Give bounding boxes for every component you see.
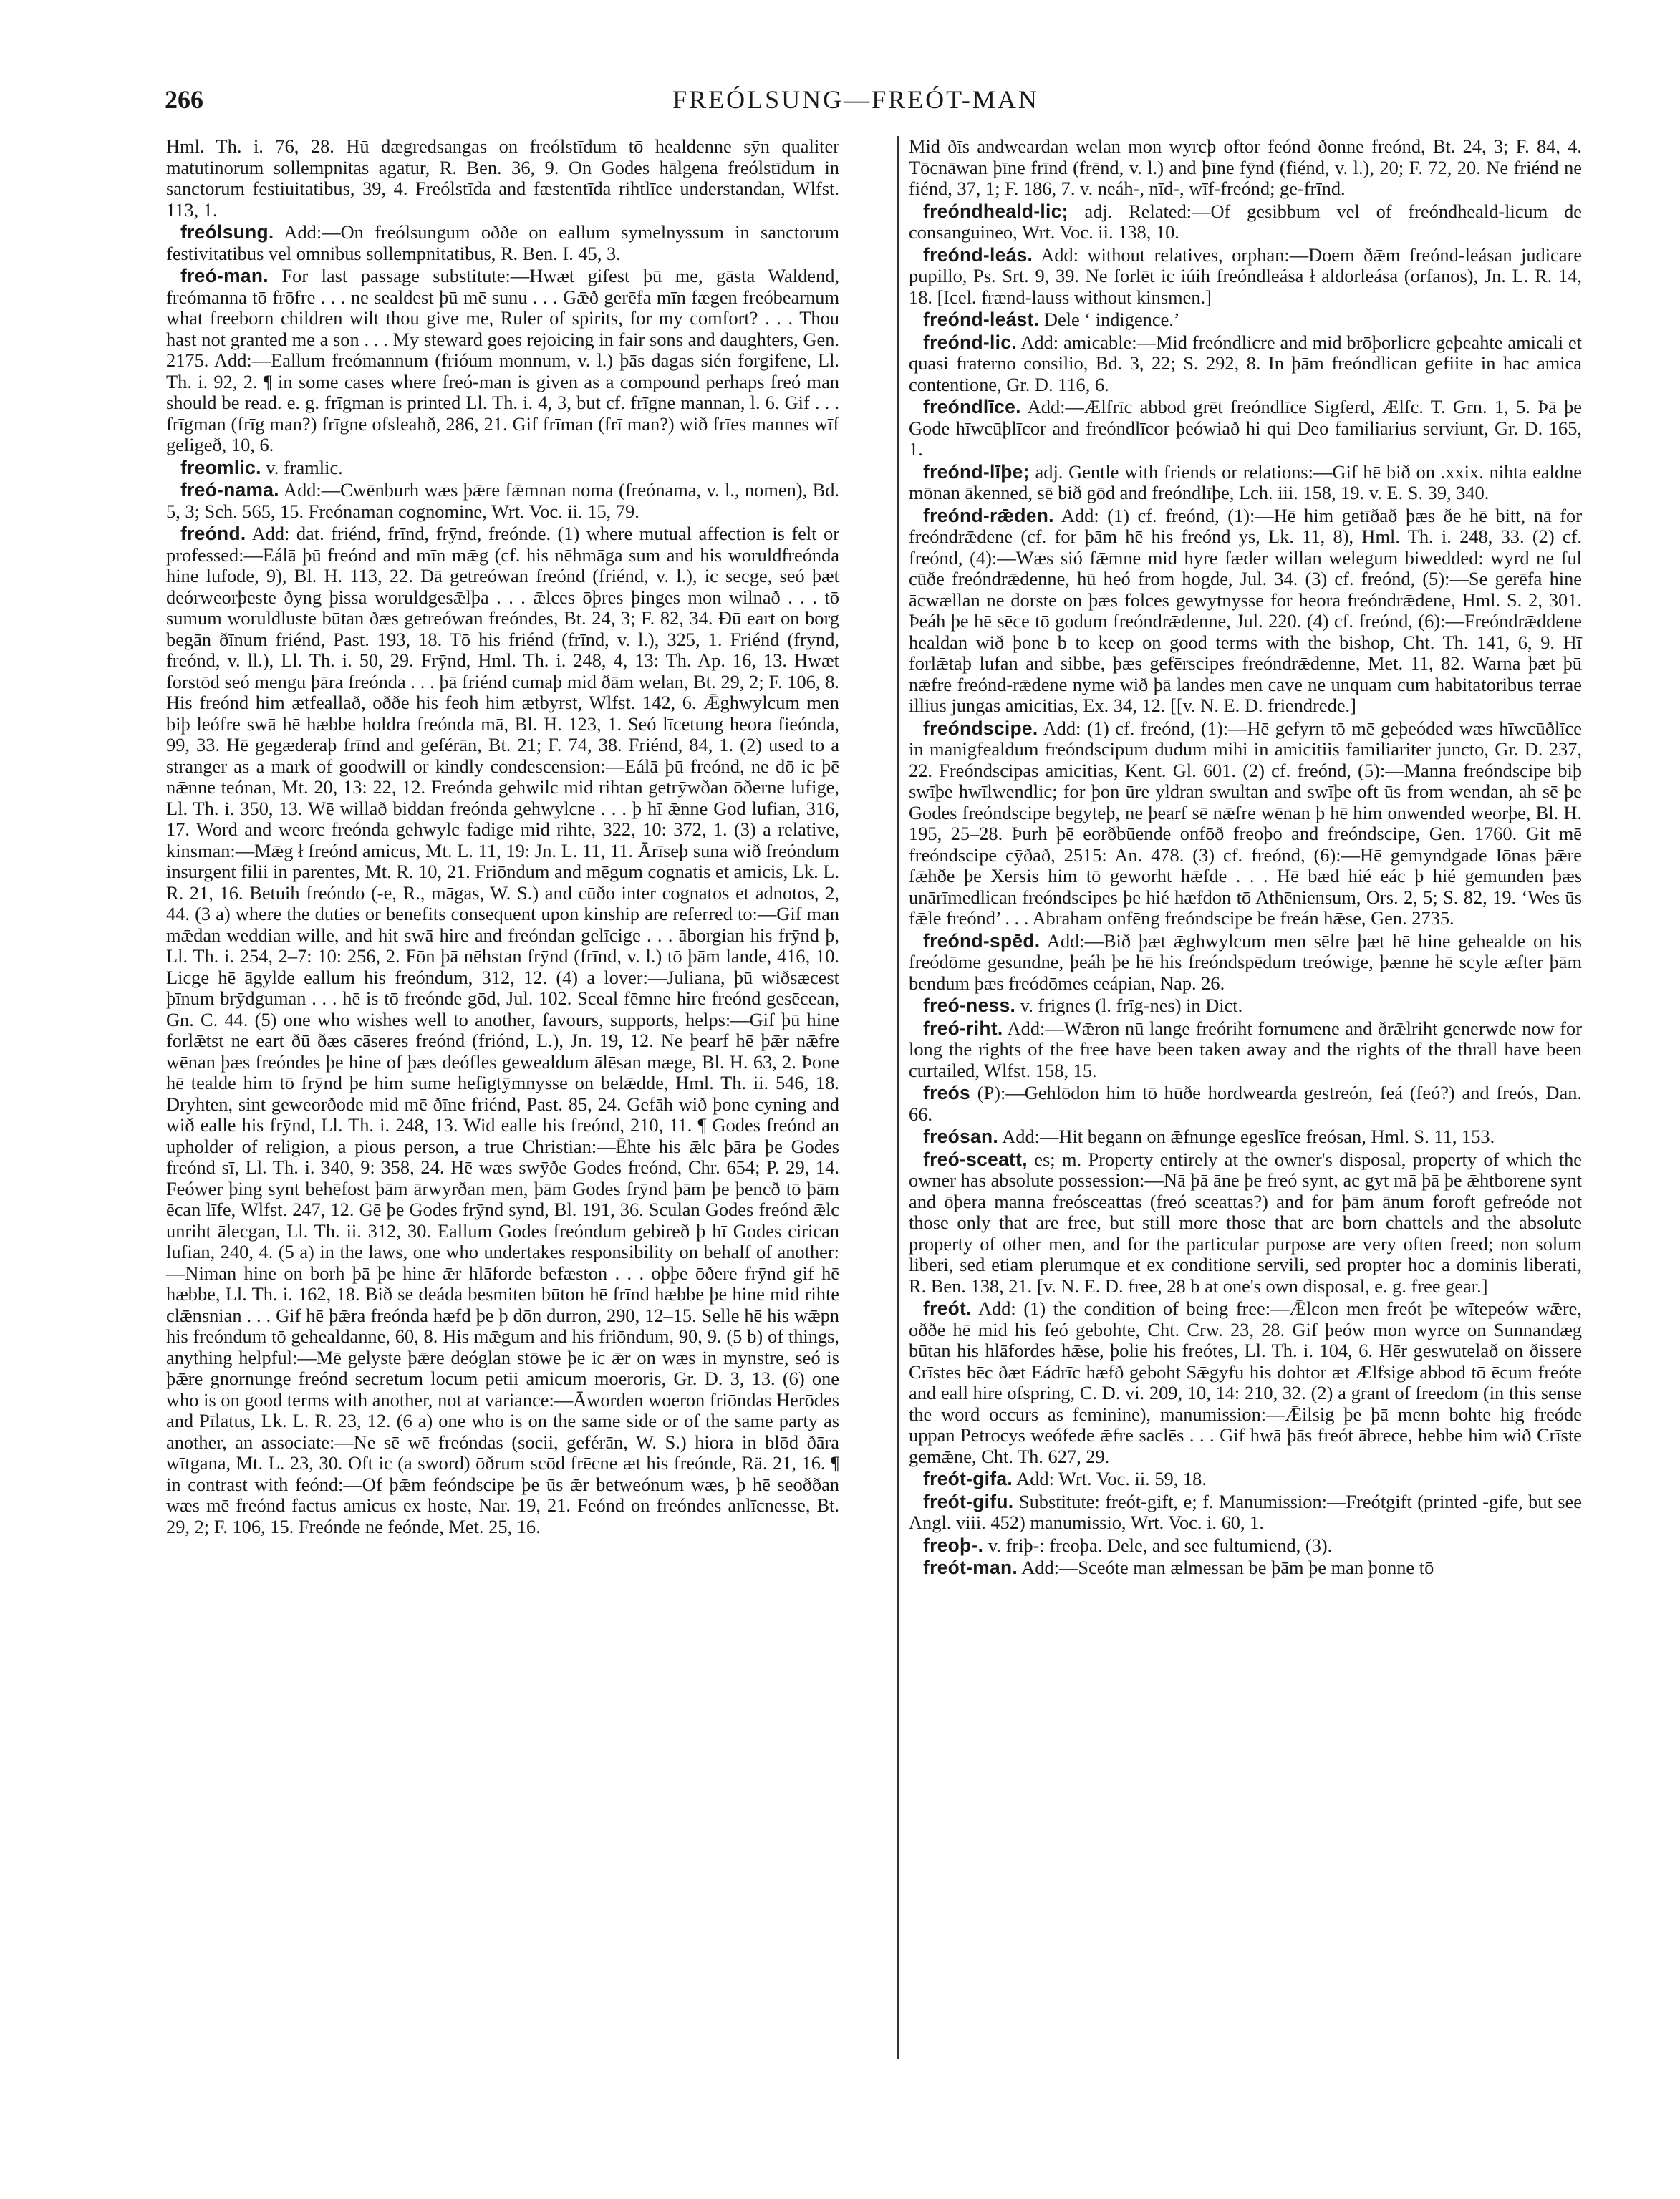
entry-headword: freomlic. xyxy=(180,456,261,478)
entry-text: Add: dat. friénd, frīnd, frȳnd, freónde. (1) where mutual affection is felt or professed:—Eálā þū freónd and mīn mǣg (cf. his nēhmāga sum and his woruldfreónda hine lufode, 9), Bl. H. 113, 22. Ðā getreówan freónd (friénd, v. l.), ic secge, seó þæt deórweorþeste ðyng þissa woruldgesǣlþa . . . ǣlces ōþres þinges mon wilnað . . . tō sumum woruldluste būtan ðæs getreówan freóndes, Bt. 24, 3; F. 82, 34. Ðū eart on borg begān ðīnum friénd, Past. 193, 18. Tō his friénd (frīnd, v. l.), 325, 1. Friénd (frynd, freónd, v. ll.), Ll. Th. i. 50, 29. Frȳnd, Hml. Th. i. 248, 4, 13: Th. Ap. 16, 13. Hwæt forstōd seó mengu þāra freónda . . . þā friénd cumaþ mid ðām welan, Bt. 29, 2; F. 106, 8. His freónd him ætfeallað, oððe his feoh him ætbyrst, Wlfst. 142, 6. Ǣghwylcum men biþ leófre swā hē hæbbe holdra freónda mā, Bl. H. 123, 1. Seó līcetung heora fieónda, 99, 33. Hē gegæderaþ frīnd and geférān, Bt. 21; F. 74, 38. Friénd, 84, 1. (2) used to a stranger as a mark of goodwill or kindly condescension:—Eálā þū freónd, ne dō ic þē nǣnne teónan, Mt. 20, 13: 22, 12. Freónda gehwilc mid rihtan getrȳwðan ōðerne lufige, Ll. Th. i. 350, 13. Wē willað biddan freónda gehwylcne . . . þ hī ǣnne God lufian, 316, 17. Word and weorc freónda gehwylc fadige mid rihte, 322, 10: 372, 1. (3) a relative, kinsman:—Mǣg ł freónd amicus, Mt. L. 11, 19: Jn. L. 11, 11. Ārīseþ suna wið freóndum insurgent filii in parentes, Mt. R. 10, 21. Friōndum and mēgum cognatis et amicis, Lk. L. R. 21, 16. Betuih freóndo (-e, R., māgas, W. S.) and cūðo inter cognatos et adnotos, 2, 44. (3 a) where the duties or benefits consequent upon kinship are referred to:—Gif man mǣdan weddian wille, and hit swā hire and freóndan gelīcige . . . āborgian his frȳnd þ, Ll. Th. i. 254, 2–7: 10: 256, 2. Fōn þā nēhstan frȳnd (frīnd, v. l.) tō þām lande, 416, 10. Licge hē āgylde eallum his freóndum, 312, 12. (4) a lover:—Juliana, þū wiðsæcest þīnum brȳdguman . . . hē is tō freónde gōd, Jul. 102. Sceal fēmne hire freónd gesēcean, Gn. C. 44. (5) one who wishes well to another, favours, supports, helps:—Gif þū hine forlǣtst ne eart ðū ðæs cāseres freónd (friónd, L.), Jn. 19, 12. Ne þearf hē þǣr nǣfre wēnan þæs freóndes þe hine of þæs deófles gewealdum ālēsan mæge, Bl. H. 63, 2. Þone hē tealde him tō frȳnd þe him sume hefigtȳmnysse on belǣdde, Hml. Th. ii. 546, 18. Dryhten, sint geweorðode mid mē ðīne friénd, Past. 85, 24. Gefāh wið þone cyning and wið ealle his frȳnd, Ll. Th. i. 248, 13. Wid ealle his freónd, 210, 11. ¶ Godes freónd an upholder of religion, a pious person, a true Christian:—Ēhte his ǣlc þāra þe Godes freónd sī, Ll. Th. i. 340, 9: 358, 24. Hē wæs swȳðe Godes freónd, Chr. 654; P. 29, 14. Feówer þing synt behēfost þām ārwyrðan men, þām Godes frȳnd þām þe þencð tō þām ēcan līfe, Wlfst. 247, 12. Gē þe Godes frȳnd synd, Bl. 191, 36. Sculan Godes freónd ǣlc unriht ālecgan, Ll. Th. ii. 312, 30. Eallum Godes freóndum gebireð þ hī Godes cirican lufian, 240, 4. (5 a) in the laws, one who undertakes responsibility on behalf of another:—Niman hine on borh þā þe hine ǣr hlāforde befæston . . . oþþe ōðere frȳnd gif hē hæbbe, Ll. Th. i. 162, 18. Bið se deáda besmiten būton hē frīnd hæbbe þe hine mid rihte clǣnsnian . . . Gif hē þǣra freónda hæfd þe þ dōn durron, 290, 12–15. Selle hē his wǣpn his freóndum tō gehealdanne, 60, 8. His mǣgum and his friōndum, 90, 9. (5 b) of things, anything helpful:—Mē gelyste þǣre deóglan stōwe þe ic ǣr on wæs in mynstre, seó is þǣre gnornunge freónd secretum locum petii amicum moeroris, Gr. D. 3, 13. (6) one who is on good terms with another, not at variance:—Āworden woeron friōndas Herōdes and Pīlatus, Lk. L. R. 23, 12. (6 a) one who is on the same side or of the same party as another, an associate:—Ne sē wē freóndas (socii, geférān, W. S.) hiora in blōd ðāra wītgana, Mt. L. 23, 30. Oft ic (a sword) ōðrum scōd frēcne æt his freónde, Rä. 21, 16. ¶ in contrast with feónd:—Of þǣm feóndscipe þe ūs ǣr betweónum wæs, þ hē seoððan wæs mē freónd factus amicus ex hoste, Nar. 19, 21. Feónd on freóndes anlīcnesse, Bt. 29, 2; F. 106, 15. Freónde ne feónde, Met. 25, 16. xyxy=(166,523,839,1537)
dictionary-entry xyxy=(909,1126,1582,1148)
entry-text: Mid ðīs andweardan welan mon wyrcþ oftor feónd ðonne freónd, Bt. 24, 3; F. 84, 4. Tōcnāwan þīne frīnd (frēnd, v. l.) and þīne fȳnd (fiénd, v. l.), 20; F. 72, 20. Ne friénd ne fiénd, 37, 1; F. 186, 7. v. neáh-, nīd-, wīf-freónd; ge-frīnd. xyxy=(909,135,1582,199)
entry-text: For last passage substitute:—Hwæt gifest þū me, gāsta Waldend, freómanna tō frōfre . . . ne sealdest þū mē sunu . . . Gǣð gerēfa mīn fægen freóbearnum what freeborn children wilt thou give me, Ruler of spirits, for my comfort? . . . Thou hast not granted me a son . . . My steward goes rejoicing in fair sons and daughters, Gen. 2175. Add:—Eallum freómannum (frióum monnum, v. l.) þās dagas sién forgifene, Ll. Th. i. 92, 2. ¶ in some cases where freó-man is given as a compound perhaps freó man should be read. e. g. frīgman is printed Ll. Th. i. 4, 3, but cf. frīgne mannan, l. 6. Gif . . . frīgman (frīg man?) frīgne ofsleahð, 286, 21. Gif frīman (frī man?) wið frīes mannes wīf geligeð, 10, 6. xyxy=(166,265,839,455)
dictionary-entry xyxy=(166,480,839,522)
dictionary-entry xyxy=(166,222,839,264)
entry-text: Add:—Bið þæt ǣghwylcum men sēlre þæt hē hine gehealde on his freódōme gesundne, þeáh þe hē his freóndspēdum treówige, þænne hē scyle æfter þām bendum þæs freódōmes ceápian, Nap. 26. xyxy=(909,929,1582,994)
dictionary-entry xyxy=(909,995,1582,1017)
dictionary-entry xyxy=(909,1535,1582,1557)
entry-headword: freót-gifa. xyxy=(923,1468,1013,1489)
entry-text: Add: (1) cf. freónd, (1):—Hē him getīðað þæs ðe hē bitt, nā for freóndrǣdene (cf. for þām hē his freónd ys, Lk. 11, 8), Hml. Th. i. 248, 33. (2) cf. freónd, (4):—Wæs sió fǣmne mid hyre fæder willan welegum biwedded: wyrd ne ful cūðe freóndrǣdenne, hū heó from hogde, Jul. 34. (3) cf. freónd, (5):—Se gerēfa hine ācwællan ne dorste on þæs folces gewytnysse for heora freóndrǣdene, Hml. S. 2, 301. Þeáh þe hē sēce tō godum freóndrǣdenne, Jul. 220. (4) cf. freónd, (6):—Freóndrǣddene healdan wið þone b to keep on good terms with the bishop, Cht. Th. 141, 6, 9. Hī forlǣtaþ lufan and sibbe, þæs gefērscipes freóndrǣdenne, Met. 11, 82. Warna þæt þū nǣfre freónd-rǣdene nyme wið þā landes men cave ne unquam cum habitatoribus terrae illius jungas amicitias, Ex. 34, 12. [[v. N. E. D. friendrede.] xyxy=(909,504,1582,716)
dictionary-entry xyxy=(909,506,1582,717)
dictionary-entry xyxy=(909,1492,1582,1534)
entry-headword: freósan. xyxy=(923,1126,999,1147)
entry-headword: freó-sceatt, xyxy=(923,1148,1028,1170)
dictionary-entry xyxy=(166,458,839,479)
entry-text: Add:—On freólsungum oððe on eallum symelnyssum in sanctorum festivitatibus vel omnibus sollempnitatibus, R. Ben. I. 45, 3. xyxy=(166,221,839,264)
entry-headword: freós xyxy=(923,1082,971,1103)
column-divider xyxy=(897,136,899,2059)
entry-headword: freó-nama. xyxy=(180,479,279,501)
dictionary-entry xyxy=(909,1298,1582,1467)
entry-headword: freónd-leást. xyxy=(923,309,1040,330)
entry-headword: freónd-leás. xyxy=(923,243,1033,266)
entry-text: Add:—Cwēnburh wæs þǣre fǣmnan noma (freónama, v. l., nomen), Bd. 5, 3; Sch. 565, 15. Freónaman cognomine, Wrt. Voc. ii. 15, 79. xyxy=(166,479,839,522)
entry-headword: freónd-līþe; xyxy=(923,460,1030,483)
entry-headword: freónd-spēd. xyxy=(923,929,1041,952)
entry-headword: freóndlīce. xyxy=(923,396,1021,417)
entry-text: v. friþ-: freoþa. Dele, and see fultumiend, (3). xyxy=(988,1534,1333,1556)
entry-headword: freónd-lic. xyxy=(923,331,1017,353)
entry-text: v. frignes (l. frīg-nes) in Dict. xyxy=(1020,995,1243,1016)
entry-headword: freót. xyxy=(923,1297,972,1319)
dictionary-entry xyxy=(909,1469,1582,1490)
right-column xyxy=(909,136,1582,1580)
dictionary-entry xyxy=(166,523,839,1537)
entry-headword: freót-gifu. xyxy=(923,1490,1014,1512)
entry-headword: freóndscipe. xyxy=(923,717,1038,739)
entry-headword: freónd-rǣden. xyxy=(923,504,1054,526)
dictionary-entry xyxy=(909,201,1582,243)
dictionary-entry xyxy=(166,136,839,221)
entry-text: Substitute: freót-gift, e; f. Manumission:—Freótgift (printed -gife, but see Angl. viii. 452) manumissio, Wrt. Voc. i. 60, 1. xyxy=(909,1490,1582,1533)
page-header xyxy=(165,84,1547,127)
entry-text: Add: (1) cf. freónd, (1):—Hē gefyrn tō mē geþeóded wæs hīwcūðlīce in manigfealdum freóndscipum dudum mihi in amicitiis familiariter juncto, Gr. D. 237, 22. Freóndscipas amicitias, Kent. Gl. 601. (2) cf. freónd, (5):—Manna freóndscipe biþ swīþe hwīlwendlic; for þon ūre yldran swultan and swīþe oft ūs from wendan, ah sē þe Godes freóndscipe begyteþ, ne þearf sē nǣfre wēnan þ hē him onwended weorþe, Bl. H. 195, 25–28. Þurh þē eorðbūende onfōð freoþo and freóndscipe, Gen. 1760. Git mē freóndscipe cȳðað, 2515: An. 478. (3) cf. freónd, (6):—Hē gemyndgade Iōnas þǣre fǣhðe þe Xersis him tō geworht hǣfde . . . Hē bæd hié eác þ hié gemunden þæs unārīmedlican freóndscipes þe hié hæfdon tō Athēniensum, Ors. 2, 5; S. 82, 19. ‘Wes ūs fǣle freónd’ . . . Abraham onfēng freóndscipe be freán hǣse, Gen. 2735. xyxy=(909,717,1582,929)
page-number: 266 xyxy=(165,85,203,114)
left-column xyxy=(166,136,839,1539)
entry-headword: freónd. xyxy=(180,523,246,544)
entry-text: Add: (1) the condition of being free:—Ǣlcon men freót þe wītepeów wǣre, oððe hē mid his feó gebohte, Cht. Crw. 23, 28. Gif þeów mon wyrce on Sunnandæg būtan his hlāfordes hǣse, þolie his freótes, Ll. Th. i. 104, 6. Hēr geswutelað on ðissere Crīstes bēc ðæt Eádrīc hæfð geboht Sǣgyfu his dohtor æt Ælfsige abbod tō ēcum freóte and eall hire ofspring, C. D. vi. 209, 10, 14: 210, 32. (2) a grant of freedom (in this sense the word occurs as feminine), manumission:—Ǣilsig þe þā menn bohte hig freóde uppan Petrocys weófede ǣfre saclēs . . . Gif hwā þās freót ābrece, hebbe him wið Crīste gemǣne, Cht. Th. 627, 29. xyxy=(909,1297,1582,1467)
entry-headword: freó-riht. xyxy=(923,1017,1003,1039)
dictionary-entry xyxy=(909,1557,1582,1579)
entry-text: Add: without relatives, orphan:—Doem ðǣm freónd-leásan judicare pupillo, Ps. Srt. 9, 39. Ne forlēt ic iúih freóndleása ł aldorleása (orfanos), Jn. L. R. 14, 18. [Icel. frænd-lauss without kinsmen.] xyxy=(909,243,1582,308)
entry-headword: freót-man. xyxy=(923,1557,1018,1578)
entry-headword: freólsung. xyxy=(180,221,274,243)
dictionary-entry xyxy=(909,245,1582,309)
dictionary-entry xyxy=(909,309,1582,331)
dictionary-entry xyxy=(909,931,1582,995)
dictionary-entry xyxy=(909,462,1582,504)
dictionary-entry xyxy=(166,266,839,456)
entry-text: Hml. Th. i. 76, 28. Hū dægredsangas on freólstīdum tō healdenne sȳn qualiter matutinorum sollempnitas agatur, R. Ben. 36, 9. On Godes hālgena freólstīdum in sanctorum festiuitatibus, 39, 4. Freólstīda and fæstentīda rihtlīce understandan, Wlfst. 113, 1. xyxy=(166,135,839,221)
entry-text: Add:—Hit begann on ǣfnunge egeslīce freósan, Hml. S. 11, 153. xyxy=(1002,1126,1495,1147)
dictionary-entry xyxy=(909,136,1582,200)
entry-text: Dele ‘ indigence.’ xyxy=(1043,309,1180,330)
dictionary-entry xyxy=(909,718,1582,929)
dictionary-entry xyxy=(909,1083,1582,1125)
entry-text: Add:—Sceóte man ælmessan be þām þe man þonne tō xyxy=(1021,1557,1434,1578)
entry-text: es; m. Property entirely at the owner's disposal, property of which the owner has absolute possession:—Nā þā āne þe freó synt, ac gyt mā þā þe ǣhtborene synt and ōþera manna freósceattas (freó sceattas?) and for þām ānum foroft gefreóde not those only that are free, but still more those that are born chattels and the absolute property of other men, and for the particular purpose are very often freed; non solum liberi, sed etiam plerumque et ex conditione servili, sed propter hoc a dominis liberati, R. Ben. 138, 21. [v. N. E. D. free, 28 b at one's own disposal, e. g. free gear.] xyxy=(909,1148,1582,1297)
entry-headword: freoþ-. xyxy=(923,1534,984,1556)
entry-text: (P):—Gehlōdon him tō hūðe hordwearda gestreón, feá (feó?) and freós, Dan. 66. xyxy=(909,1082,1582,1125)
dictionary-entry xyxy=(909,397,1582,460)
entry-text: Add: Wrt. Voc. ii. 59, 18. xyxy=(1016,1468,1207,1489)
dictionary-entry xyxy=(909,1149,1582,1297)
entry-headword: freó-man. xyxy=(180,265,269,286)
entry-text: Add:—Ælfrīc abbod grēt freóndlīce Sigferd, Ælfc. T. Grn. 1, 5. Þā þe Gode hīwcūþlīcor and freóndlīcor þeówiað hi qui Deo familiarius serviunt, Gr. D. 165, 1. xyxy=(909,396,1582,460)
entry-text: Add: amicable:—Mid freóndlicre and mid brōþorlicre geþeahte amicali et quasi fraterno consilio, Bd. 3, 22; S. 292, 8. In þām freóndlican gefiite in hac amica contentione, Gr. D. 116, 6. xyxy=(909,331,1582,395)
running-title: FREÓLSUNG—FREÓT-MAN xyxy=(672,85,1039,114)
entry-text: adj. Related:—Of gesibbum vel of freóndheald-licum de consanguineo, Wrt. Voc. ii. 138, 10. xyxy=(909,200,1582,243)
entry-headword: freó-ness. xyxy=(923,995,1016,1016)
entry-text: v. framlic. xyxy=(266,456,343,478)
dictionary-entry xyxy=(909,1018,1582,1082)
entry-text: Add:—Wǣron nū lange freóriht fornumene and ðrǣlriht generwde now for long the rights of the free have been taken away and the rights of the thrall have been curtailed, Wlfst. 158, 15. xyxy=(909,1017,1582,1081)
dictionary-entry xyxy=(909,332,1582,396)
entry-headword: freóndheald-lic; xyxy=(923,200,1068,222)
entry-text: adj. Gentle with friends or relations:—Gif hē bið on .xxix. nihta ealdne mōnan ākenned, sē bið gōd and freóndlīþe, Lch. iii. 158, 19. v. E. S. 39, 340. xyxy=(909,460,1582,503)
